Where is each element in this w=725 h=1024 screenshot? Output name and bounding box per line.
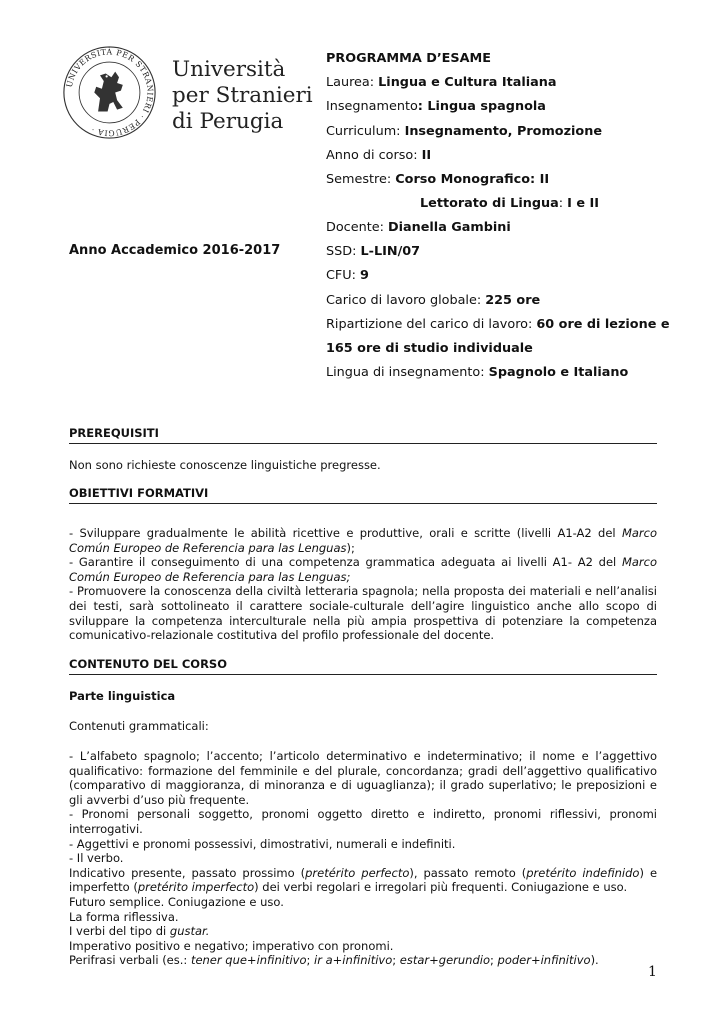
griffin-icon <box>94 72 123 112</box>
academic-year: Anno Accademico 2016-2017 <box>69 243 281 258</box>
lingua-line: Lingua di insegnamento: Spagnolo e Italiano <box>326 365 629 380</box>
university-name-line-2: per Stranieri <box>172 83 313 108</box>
contenuto-p8: I verbi del tipo di gustar. <box>69 924 210 939</box>
ripartizione-line-2: 165 ore di studio individuale <box>326 341 533 356</box>
svg-text:UNIVERSITÀ PER STRANIERI · PER: UNIVERSITÀ PER STRANIERI · PERUGIA · <box>64 47 155 138</box>
ssd-line: SSD: L-LIN/07 <box>326 244 421 259</box>
university-name-line-1: Università <box>172 57 286 82</box>
contenuto-p4: - Il verbo. <box>69 851 124 866</box>
obiettivo-3: - Promuovere la conoscenza della civiltà letteraria spagnola; nella proposta dei materiali e nell’analisi dei testi, sarà sottolineato il carattere sociale-culturale dell’agire linguistico anche allo scopo di sviluppare la competenza interculturale nella più ampia prospettiva di potenziare la competenza comunicativo-relazionale costitutiva del profilo professionale del docente. <box>69 584 657 643</box>
curriculum-line: Curriculum: Insegnamento, Promozione <box>326 124 603 139</box>
contenuto-p7: La forma riflessiva. <box>69 909 179 924</box>
contenuto-p1: - L’alfabeto spagnolo; l’accento; l’articolo determinativo e indeterminativo; il nome e l’aggettivo qualificativo: formazione del femminile e del plurale, concordanza; gradi dell’aggettivo qualificativo (comparativo di maggioranza, di minoranza e di uguaglianza); il grado superlativo; le preposizioni e gli avverbi d’uso più frequente. <box>69 749 657 807</box>
contenuto-p6: Futuro semplice. Coniugazione e uso. <box>69 894 284 909</box>
university-name-line-3: di Perugia <box>172 109 284 134</box>
laurea-line: Laurea: Lingua e Cultura Italiana <box>326 75 557 90</box>
obiettivi-section <box>69 486 657 504</box>
page-number: 1 <box>648 964 657 980</box>
lettorato-line: Lettorato di Lingua: I e II <box>420 196 599 211</box>
docente-line: Docente: Dianella Gambini <box>326 220 511 235</box>
contenuto-section <box>69 657 657 675</box>
parte-linguistica-heading: Parte linguistica <box>69 689 176 703</box>
prerequisiti-section <box>69 426 657 444</box>
insegnamento-line: Insegnamento: Lingua spagnola <box>326 99 546 114</box>
contenuto-p5: Indicativo presente, passato prossimo (pretérito perfecto), passato remoto (pretérito indefinido) e imperfetto (pretérito imperfecto) dei verbi regolari e irregolari più frequenti. Coniugazione e uso. <box>69 865 658 895</box>
prerequisiti-text: Non sono richieste conoscenze linguistiche pregresse. <box>69 458 381 472</box>
university-name <box>172 57 313 135</box>
contenuto-text <box>69 749 657 968</box>
obiettivi-text <box>69 526 657 643</box>
semestre-line: Semestre: Corso Monografico: II <box>326 172 550 187</box>
anno-corso-line: Anno di corso: II <box>326 148 432 163</box>
program-title: PROGRAMMA D’ESAME <box>326 51 492 66</box>
cfu-line: CFU: 9 <box>326 268 369 283</box>
prerequisiti-heading: PREREQUISITI <box>69 426 657 444</box>
obiettivo-1: - Sviluppare gradualmente le abilità ricettive e produttive, orali e scritte (livelli A1-A2 del Marco Común Europeo de Referencia para las Lenguas); <box>69 526 657 555</box>
contenuto-p3: - Aggettivi e pronomi possessivi, dimostrativi, numerali e indefiniti. <box>69 836 456 851</box>
contenuti-grammaticali-intro: Contenuti grammaticali: <box>69 719 209 733</box>
contenuto-p2: - Pronomi personali soggetto, pronomi oggetto diretto e indiretto, pronomi riflessivi, pronomi interrogativi. <box>69 807 657 836</box>
obiettivi-heading: OBIETTIVI FORMATIVI <box>69 486 657 504</box>
contenuto-p9: Imperativo positivo e negativo; imperativo con pronomi. <box>69 938 394 953</box>
contenuto-heading: CONTENUTO DEL CORSO <box>69 657 657 675</box>
carico-line: Carico di lavoro globale: 225 ore <box>326 293 541 308</box>
university-seal-logo <box>62 45 157 140</box>
contenuto-p10: Perifrasi verbali (es.: tener que+infinitivo; ir a+infinitivo; estar+gerundio; poder+infinitivo). <box>69 953 599 968</box>
ripartizione-line: Ripartizione del carico di lavoro: 60 ore di lezione e <box>326 317 670 332</box>
obiettivo-2: - Garantire il conseguimento di una competenza grammatica adeguata ai livelli A1- A2 del Marco Común Europeo de Referencia para las Lenguas; <box>69 555 657 584</box>
